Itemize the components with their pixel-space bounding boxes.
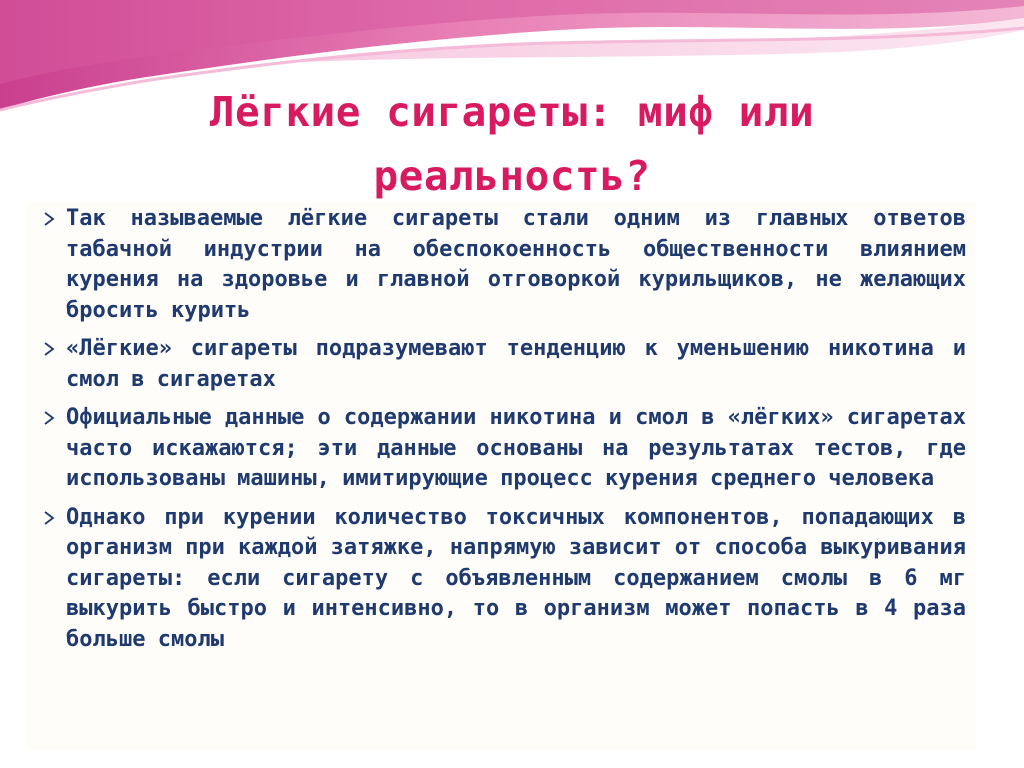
list-item xyxy=(38,204,966,326)
bullet-text: Так называемые лёгкие сигареты стали одним из главных ответов табачной индустрии на обеспокоенность общественности влиянием курения на здоровье и главной отговоркой курильщиков, не желающих бросить курить xyxy=(66,206,966,323)
bullet-text: «Лёгкие» сигареты подразумевают тенденцию к уменьшению никотина и смол в сигаретах xyxy=(66,336,966,392)
slide-title xyxy=(0,80,1024,208)
list-item xyxy=(38,403,966,495)
chevron-right-icon xyxy=(38,503,60,533)
chevron-right-icon xyxy=(38,204,60,234)
slide-title-line-2: реальность? xyxy=(373,152,651,200)
list-item xyxy=(38,503,966,656)
list-item xyxy=(38,334,966,395)
bullet-list xyxy=(38,204,966,663)
bullet-text: Официальные данные о содержании никотина и смол в «лёгких» сигаретах часто искажаются; эти данные основаны на результатах тестов, где использованы машины, имитирующие процесс курения среднего человека xyxy=(66,405,966,491)
slide-title-line-1: Лёгкие сигареты: миф или xyxy=(209,88,815,136)
chevron-right-icon xyxy=(38,403,60,433)
bullet-text: Однако при курении количество токсичных компонентов, попадающих в организм при каждой затяжке, напрямую зависит от способа выкуривания сигареты: если сигарету с объявленным содержанием смолы в 6 мг выкурить быстро и интенсивно, то в организм может попасть в 4 раза больше смолы xyxy=(66,504,966,652)
chevron-right-icon xyxy=(38,334,60,364)
